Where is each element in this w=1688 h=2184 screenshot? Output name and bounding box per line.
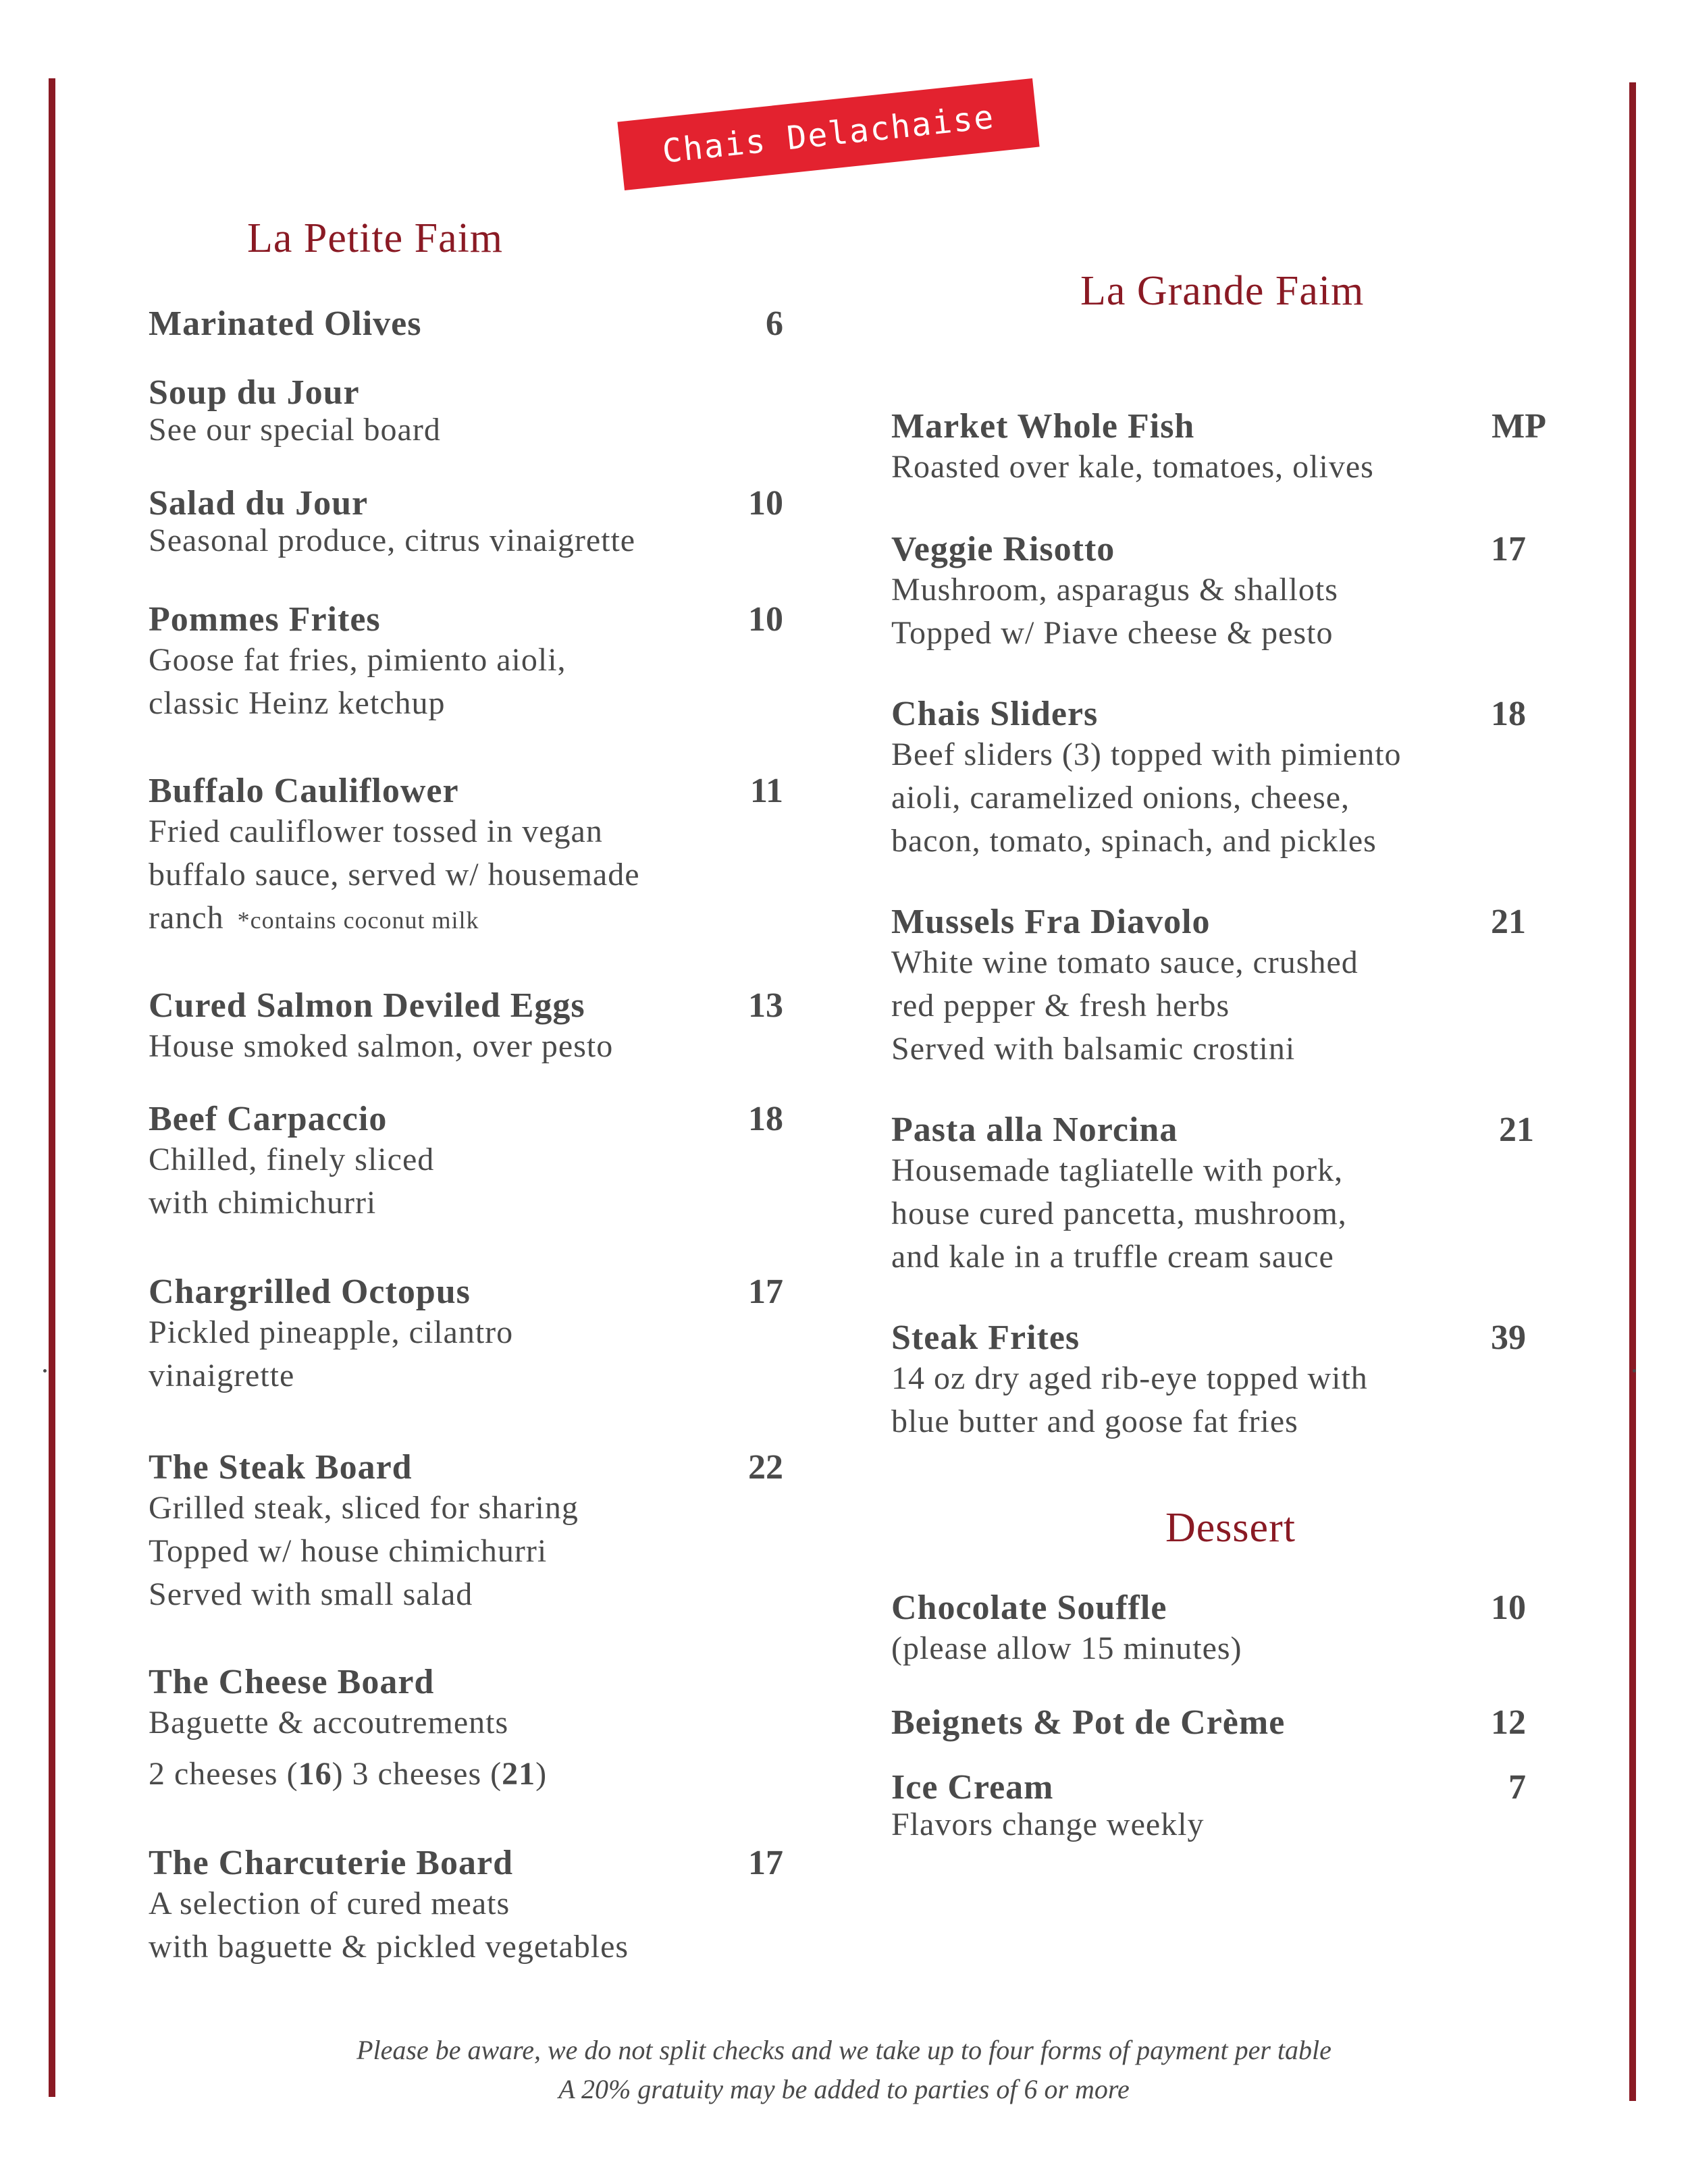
brand-name: Chais Delachaise <box>660 98 997 171</box>
item-description: Roasted over kale, tomatoes, olives <box>891 449 1374 485</box>
item-price: 22 <box>748 1448 783 1487</box>
item-price: MP <box>1492 407 1546 446</box>
item-price: 17 <box>1491 530 1526 568</box>
item-name: Pasta alla Norcina <box>891 1111 1178 1149</box>
item-name: Beef Carpaccio <box>149 1100 388 1138</box>
item-price: 11 <box>749 772 783 810</box>
item-price: 12 <box>1491 1703 1526 1742</box>
item-name: Steak Frites <box>891 1319 1080 1357</box>
item-description: Served with small salad <box>149 1576 473 1612</box>
item-price: 10 <box>1491 1589 1526 1627</box>
item-price: 21 <box>1491 903 1526 941</box>
item-description: house cured pancetta, mushroom, <box>891 1196 1347 1231</box>
menu-item-chais-sliders <box>891 695 1402 863</box>
menu-item-mussels-fra-diavolo <box>891 903 1359 1071</box>
item-name: Salad du Jour <box>149 484 369 523</box>
item-description: Seasonal produce, citrus vinaigrette <box>149 523 636 558</box>
right-border-rule <box>1629 82 1636 2101</box>
menu-item-the-steak-board <box>149 1449 579 1616</box>
item-description: Mushroom, asparagus & shallots <box>891 572 1338 608</box>
menu-item-pasta-alla-norcina <box>891 1111 1347 1279</box>
heading-la-grande-faim: La Grande Faim <box>1080 268 1365 314</box>
heading-la-petite-faim: La Petite Faim <box>247 215 504 261</box>
cheese-option-three-price: 21 <box>502 1756 536 1792</box>
item-description: ranch <box>149 900 224 936</box>
item-note: *contains coconut milk <box>237 907 479 934</box>
menu-item-chocolate-souffle <box>891 1589 1242 1670</box>
menu-item-veggie-risotto <box>891 531 1338 655</box>
item-description: Topped w/ Piave cheese & pesto <box>891 615 1334 651</box>
brand-banner <box>617 78 1039 190</box>
item-name: Ice Cream <box>891 1768 1054 1807</box>
item-name: Chargrilled Octopus <box>149 1273 471 1311</box>
footer-gratuity-policy: A 20% gratuity may be added to parties of 6 or more <box>558 2074 1130 2104</box>
cheese-options <box>149 1753 547 1796</box>
item-price: 6 <box>766 304 783 343</box>
margin-dot-left <box>43 1369 47 1373</box>
item-description: Pickled pineapple, cilantro <box>149 1314 514 1350</box>
item-description: Fried cauliflower tossed in vegan <box>149 814 603 849</box>
item-description: Goose fat fries, pimiento aioli, <box>149 642 566 678</box>
item-description: 14 oz dry aged rib-eye topped with <box>891 1360 1368 1396</box>
item-name: Chais Sliders <box>891 695 1099 733</box>
item-name: The Cheese Board <box>149 1663 435 1701</box>
item-description: with chimichurri <box>149 1185 377 1221</box>
item-description-line <box>149 897 640 942</box>
item-description: vinaigrette <box>149 1358 295 1393</box>
footer-payment-policy: Please be aware, we do not split checks and we take up to four forms of payment per table <box>357 2035 1331 2065</box>
item-description: Chilled, finely sliced <box>149 1142 435 1177</box>
item-description: Housemade tagliatelle with pork, <box>891 1152 1344 1188</box>
item-name: Pommes Frites <box>149 600 381 639</box>
item-name: Soup du Jour <box>149 373 360 412</box>
item-name: Market Whole Fish <box>891 407 1195 446</box>
item-name: Buffalo Cauliflower <box>149 772 459 810</box>
menu-item-beignets-pot-de-creme <box>891 1704 1285 1742</box>
item-price: 17 <box>748 1844 783 1882</box>
item-description: Topped w/ house chimichurri <box>149 1533 548 1569</box>
cheese-option-close: ) <box>535 1756 548 1792</box>
item-price: 7 <box>1508 1768 1526 1807</box>
item-name: Marinated Olives <box>149 304 422 343</box>
item-name: Veggie Risotto <box>891 530 1115 568</box>
item-description: classic Heinz ketchup <box>149 685 446 721</box>
left-border-rule <box>49 78 55 2097</box>
item-name: Chocolate Souffle <box>891 1589 1167 1627</box>
menu-item-market-whole-fish <box>891 408 1374 489</box>
menu-item-marinated-olives <box>149 305 422 343</box>
margin-dot-right <box>1633 1369 1636 1373</box>
footer-notice <box>0 2031 1688 2109</box>
menu-item-pommes-frites <box>149 601 566 725</box>
cheese-option-three-label: ) 3 cheeses ( <box>332 1756 502 1792</box>
item-description: blue butter and goose fat fries <box>891 1404 1298 1439</box>
menu-item-cured-salmon-deviled-eggs <box>149 987 613 1068</box>
item-price: 39 <box>1491 1319 1526 1357</box>
item-description: Flavors change weekly <box>891 1807 1205 1842</box>
item-description: Beef sliders (3) topped with pimiento <box>891 737 1402 772</box>
item-price: 18 <box>1491 695 1526 733</box>
item-name: The Steak Board <box>149 1448 413 1487</box>
menu-item-buffalo-cauliflower <box>149 772 640 942</box>
menu-item-ice-cream <box>891 1769 1205 1843</box>
menu-item-beef-carpaccio <box>149 1100 434 1225</box>
item-name: Beignets & Pot de Crème <box>891 1703 1286 1742</box>
item-description: A selection of cured meats <box>149 1886 510 1921</box>
item-price: 21 <box>1499 1111 1534 1149</box>
menu-item-the-charcuterie-board <box>149 1844 629 1969</box>
heading-dessert: Dessert <box>1165 1505 1296 1551</box>
item-price: 17 <box>748 1273 783 1311</box>
item-description: red pepper & fresh herbs <box>891 988 1230 1023</box>
item-price: 13 <box>748 986 783 1025</box>
item-price: 18 <box>748 1100 783 1138</box>
menu-item-salad-du-jour <box>149 485 635 559</box>
item-description: House smoked salmon, over pesto <box>149 1028 614 1064</box>
item-description: bacon, tomato, spinach, and pickles <box>891 823 1377 859</box>
menu-item-chargrilled-octopus <box>149 1273 513 1397</box>
item-description: (please allow 15 minutes) <box>891 1630 1242 1666</box>
item-description: White wine tomato sauce, crushed <box>891 944 1359 980</box>
cheese-option-two-price: 16 <box>298 1756 332 1792</box>
item-name: Mussels Fra Diavolo <box>891 903 1211 941</box>
item-description: See our special board <box>149 412 441 448</box>
item-price: 10 <box>748 484 783 523</box>
menu-item-steak-frites <box>891 1319 1368 1443</box>
item-description: and kale in a truffle cream sauce <box>891 1239 1334 1275</box>
menu-item-the-cheese-board <box>149 1663 547 1796</box>
item-description: aioli, caramelized onions, cheese, <box>891 780 1350 816</box>
item-price: 10 <box>748 600 783 639</box>
menu-item-soup-du-jour <box>149 374 441 448</box>
cheese-option-two-label: 2 cheeses ( <box>149 1756 298 1792</box>
item-description: Served with balsamic crostini <box>891 1031 1296 1067</box>
item-description: buffalo sauce, served w/ housemade <box>149 857 640 893</box>
item-description: with baguette & pickled vegetables <box>149 1929 629 1965</box>
item-name: Cured Salmon Deviled Eggs <box>149 986 585 1025</box>
item-name: The Charcuterie Board <box>149 1844 513 1882</box>
item-description: Baguette & accoutrements <box>149 1705 509 1740</box>
item-description: Grilled steak, sliced for sharing <box>149 1490 579 1526</box>
